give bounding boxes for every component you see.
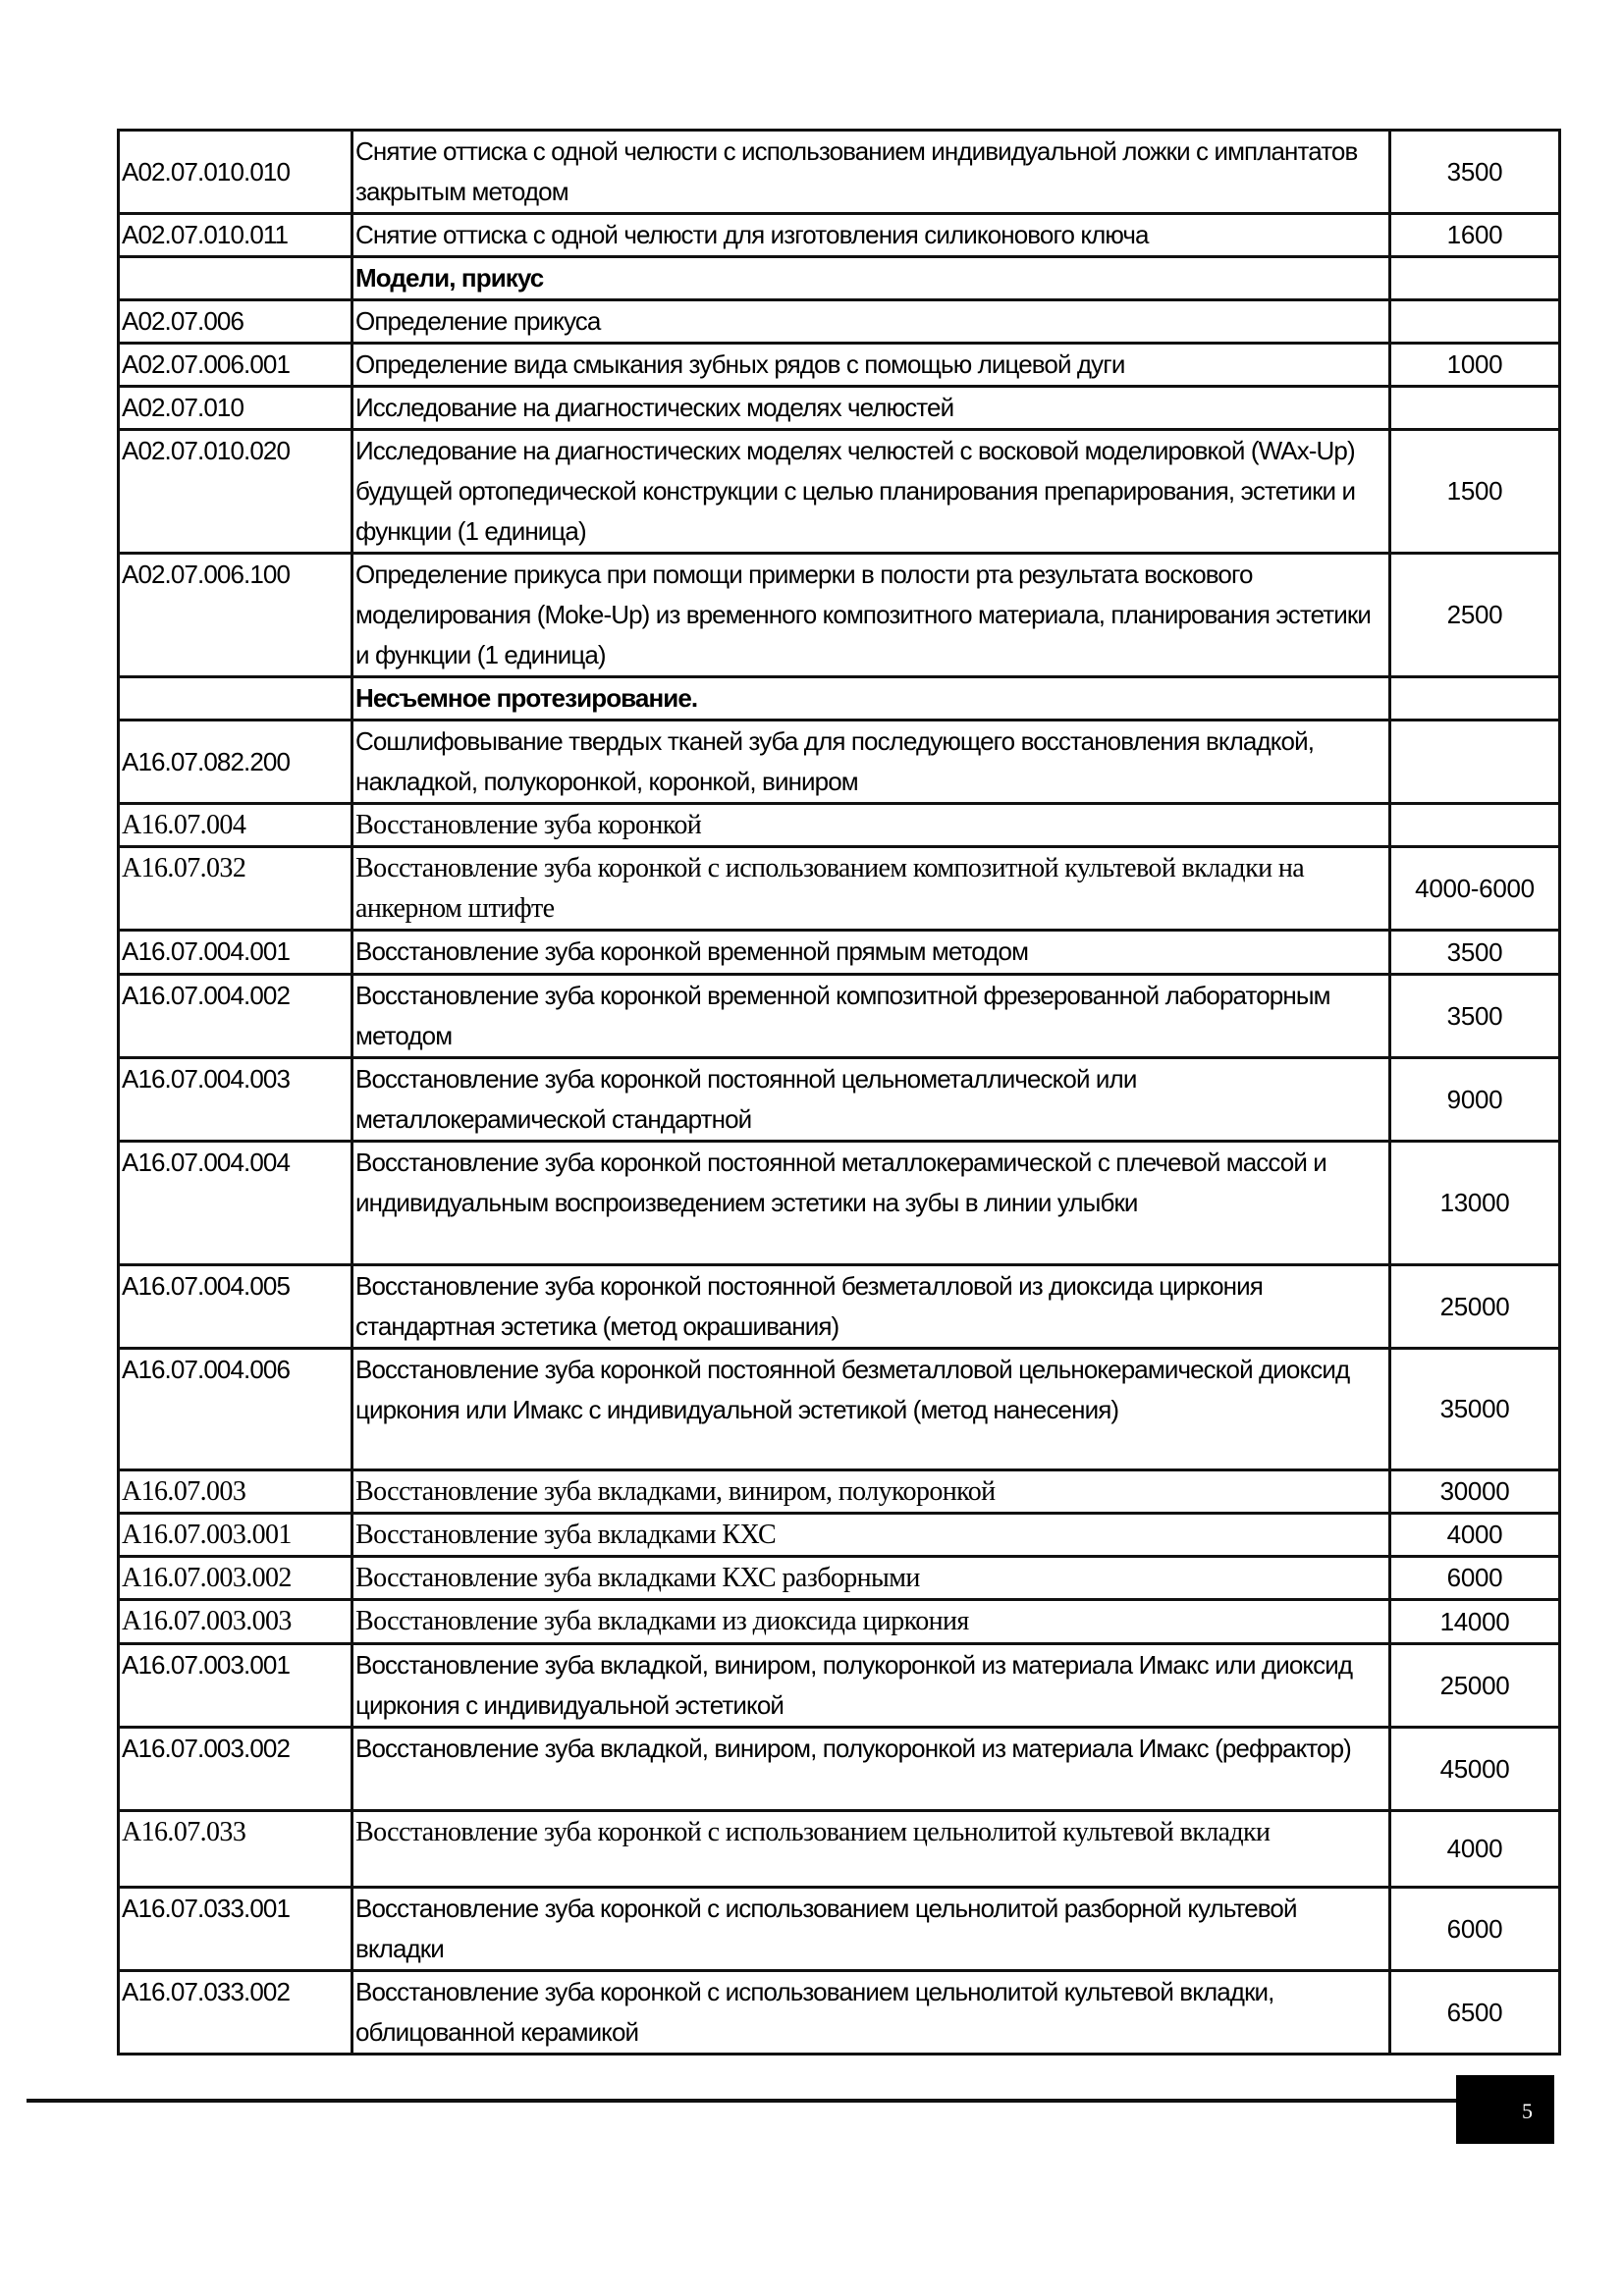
price-cell: 2500: [1390, 554, 1560, 677]
price-cell: 35000: [1390, 1349, 1560, 1470]
price-cell: 30000: [1390, 1470, 1560, 1514]
service-code-cell: А16.07.004.006: [119, 1349, 352, 1470]
table-row: [119, 1644, 1560, 1728]
service-code-cell: А16.07.004.001: [119, 931, 352, 975]
price-cell: 1500: [1390, 430, 1560, 554]
service-description-cell: Определение вида смыкания зубных рядов с помощью лицевой дуги: [352, 344, 1390, 387]
service-description-cell: Восстановление зуба коронкой временной композитной фрезерованной лабораторным методом: [352, 975, 1390, 1058]
service-description-cell: Восстановление зуба коронкой с использованием композитной культевой вкладки на анкерном штифте: [352, 847, 1390, 931]
service-description-cell: Восстановление зуба коронкой постоянной безметалловой из диоксида циркония стандартная эстетика (метод окрашивания): [352, 1265, 1390, 1349]
price-cell: 6000: [1390, 1888, 1560, 1971]
service-code-cell: А16.07.003.001: [119, 1644, 352, 1728]
price-cell: 6000: [1390, 1557, 1560, 1600]
table-row: [119, 1600, 1560, 1644]
table-row: [119, 804, 1560, 847]
service-code-cell: А16.07.033.001: [119, 1888, 352, 1971]
price-cell: [1390, 804, 1560, 847]
service-description-cell: Исследование на диагностических моделях челюстей с восковой моделировкой (WAx-Up) будущей ортопедической конструкции с целью планирования препарирования, эстетики и функции (1 единица): [352, 430, 1390, 554]
table-row: [119, 1265, 1560, 1349]
table-row: [119, 1888, 1560, 1971]
service-description-cell: Восстановление зуба коронкой постоянной металлокерамической с плечевой массой и индивидуальным воспроизведением эстетики на зубы в линии улыбки: [352, 1142, 1390, 1265]
service-description-cell: Снятие оттиска с одной челюсти для изготовления силиконового ключа: [352, 214, 1390, 257]
service-code-cell: А16.07.004.002: [119, 975, 352, 1058]
price-cell: 25000: [1390, 1265, 1560, 1349]
table-row: [119, 931, 1560, 975]
table-row: [119, 131, 1560, 214]
footer-rule: [27, 2099, 1458, 2103]
table-row: [119, 1470, 1560, 1514]
service-code-cell: А16.07.004.003: [119, 1058, 352, 1142]
service-code-cell: А02.07.006.100: [119, 554, 352, 677]
service-description-cell: Восстановление зуба коронкой: [352, 804, 1390, 847]
table-row: [119, 1811, 1560, 1888]
price-cell: 14000: [1390, 1600, 1560, 1644]
service-code-cell: А16.07.033: [119, 1811, 352, 1888]
service-description-cell: Восстановление зуба коронкой с использованием цельнолитой разборной культевой вкладки: [352, 1888, 1390, 1971]
price-cell: 45000: [1390, 1728, 1560, 1811]
price-cell: 1600: [1390, 214, 1560, 257]
price-cell: [1390, 257, 1560, 300]
page-number-box: [1456, 2075, 1554, 2144]
price-cell: [1390, 387, 1560, 430]
service-code-cell: А16.07.004.005: [119, 1265, 352, 1349]
table-row: [119, 387, 1560, 430]
table-row: [119, 975, 1560, 1058]
section-title: Несъемное протезирование.: [352, 677, 1390, 721]
price-cell: 6500: [1390, 1971, 1560, 2055]
service-description-cell: Сошлифовывание твердых тканей зуба для последующего восстановления вкладкой, накладкой, полукоронкой, коронкой, виниром: [352, 721, 1390, 804]
service-description-cell: Восстановление зуба коронкой постоянной безметалловой цельнокерамической диоксид циркония или Имакс с индивидуальной эстетикой (метод нанесения): [352, 1349, 1390, 1470]
service-code-cell: А02.07.010.020: [119, 430, 352, 554]
table-row: [119, 554, 1560, 677]
service-code-cell: А16.07.033.002: [119, 1971, 352, 2055]
service-code-cell: А16.07.003.002: [119, 1728, 352, 1811]
price-list-table: [117, 129, 1561, 2056]
service-code-cell: А16.07.032: [119, 847, 352, 931]
price-cell: 3500: [1390, 975, 1560, 1058]
price-cell: 13000: [1390, 1142, 1560, 1265]
service-description-cell: Определение прикуса при помощи примерки в полости рта результата воскового моделирования (Moke-Up) из временного композитного материала, планирования эстетики и функции (1 единица): [352, 554, 1390, 677]
section-header-row: [119, 677, 1560, 721]
table-row: [119, 847, 1560, 931]
table-row: [119, 1557, 1560, 1600]
table-row: [119, 1349, 1560, 1470]
price-list-body: [119, 131, 1560, 2055]
price-cell: 4000-6000: [1390, 847, 1560, 931]
price-cell: [1390, 677, 1560, 721]
service-code-cell: А02.07.006: [119, 300, 352, 344]
service-code-cell: [119, 257, 352, 300]
table-row: [119, 344, 1560, 387]
table-row: [119, 721, 1560, 804]
service-description-cell: Восстановление зуба вкладкой, виниром, полукоронкой из материала Имакс (рефрактор): [352, 1728, 1390, 1811]
service-description-cell: Определение прикуса: [352, 300, 1390, 344]
service-description-cell: Восстановление зуба коронкой временной прямым методом: [352, 931, 1390, 975]
service-code-cell: А16.07.082.200: [119, 721, 352, 804]
section-title: Модели, прикус: [352, 257, 1390, 300]
service-code-cell: А16.07.003.001: [119, 1514, 352, 1557]
price-cell: 1000: [1390, 344, 1560, 387]
service-description-cell: Восстановление зуба вкладками, виниром, полукоронкой: [352, 1470, 1390, 1514]
service-description-cell: Восстановление зуба коронкой постоянной цельнометаллической или металлокерамической стандартной: [352, 1058, 1390, 1142]
service-code-cell: А16.07.004.004: [119, 1142, 352, 1265]
table-row: [119, 1971, 1560, 2055]
service-code-cell: А02.07.010.011: [119, 214, 352, 257]
price-cell: 4000: [1390, 1514, 1560, 1557]
service-code-cell: А02.07.010: [119, 387, 352, 430]
service-description-cell: Восстановление зуба вкладками из диоксида циркония: [352, 1600, 1390, 1644]
service-description-cell: Снятие оттиска с одной челюсти с использованием индивидуальной ложки с имплантатов закрытым методом: [352, 131, 1390, 214]
table-row: [119, 430, 1560, 554]
table-row: [119, 1514, 1560, 1557]
service-description-cell: Восстановление зуба коронкой с использованием цельнолитой культевой вкладки: [352, 1811, 1390, 1888]
price-cell: [1390, 300, 1560, 344]
service-description-cell: Восстановление зуба вкладками КХС: [352, 1514, 1390, 1557]
service-description-cell: Исследование на диагностических моделях челюстей: [352, 387, 1390, 430]
table-row: [119, 1728, 1560, 1811]
table-row: [119, 1142, 1560, 1265]
service-code-cell: А16.07.004: [119, 804, 352, 847]
service-code-cell: А02.07.006.001: [119, 344, 352, 387]
price-cell: [1390, 721, 1560, 804]
table-row: [119, 1058, 1560, 1142]
price-cell: 3500: [1390, 131, 1560, 214]
service-code-cell: [119, 677, 352, 721]
table-row: [119, 214, 1560, 257]
table-row: [119, 300, 1560, 344]
service-code-cell: А16.07.003.002: [119, 1557, 352, 1600]
page-number: 5: [1522, 2099, 1533, 2123]
service-code-cell: А16.07.003.003: [119, 1600, 352, 1644]
price-cell: 4000: [1390, 1811, 1560, 1888]
price-cell: 25000: [1390, 1644, 1560, 1728]
service-description-cell: Восстановление зуба вкладкой, виниром, полукоронкой из материала Имакс или диоксид циркония с индивидуальной эстетикой: [352, 1644, 1390, 1728]
service-description-cell: Восстановление зуба коронкой с использованием цельнолитой культевой вкладки, облицованной керамикой: [352, 1971, 1390, 2055]
service-description-cell: Восстановление зуба вкладками КХС разборными: [352, 1557, 1390, 1600]
service-code-cell: А16.07.003: [119, 1470, 352, 1514]
price-cell: 9000: [1390, 1058, 1560, 1142]
section-header-row: [119, 257, 1560, 300]
service-code-cell: А02.07.010.010: [119, 131, 352, 214]
price-cell: 3500: [1390, 931, 1560, 975]
